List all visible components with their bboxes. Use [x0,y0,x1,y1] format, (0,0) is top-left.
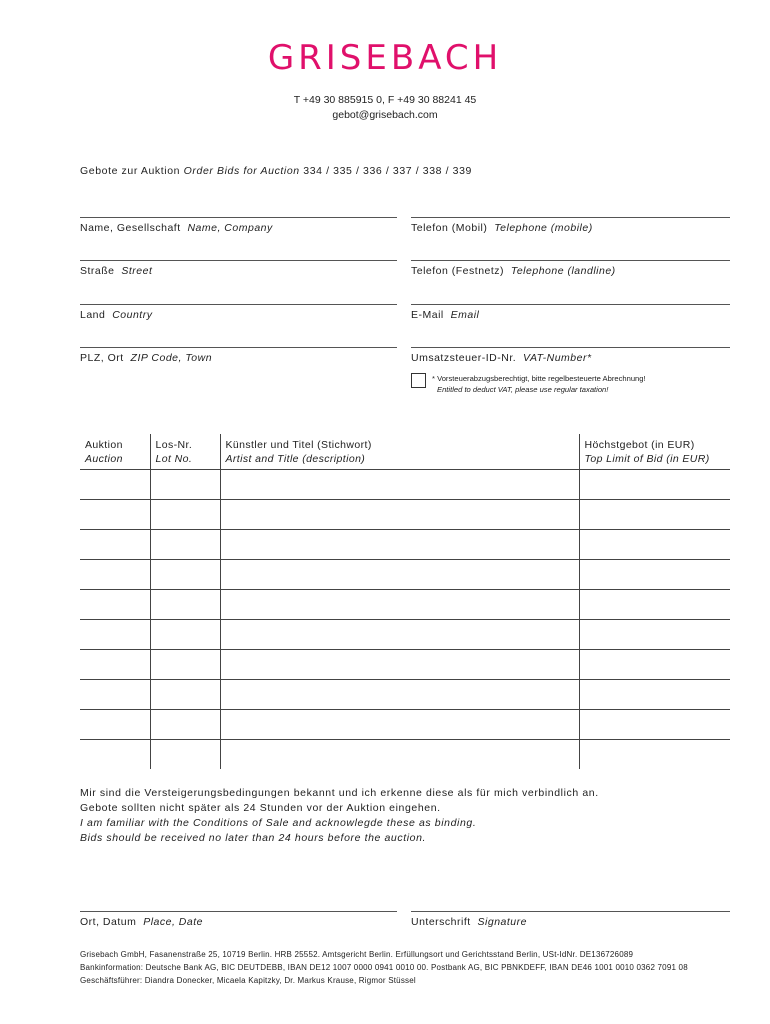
bid-cell[interactable] [579,740,730,770]
table-row [80,590,730,620]
table-row [80,650,730,680]
bid-cell[interactable] [579,470,730,500]
street-label: Straße Street [80,265,153,277]
bid-cell[interactable] [80,650,150,680]
auction-label-de: Gebote zur Auktion [80,165,181,177]
vat-note-de: * Vorsteuerabzugsberechtigt, bitte regelbesteuerte Abrechnung! [432,374,646,383]
column-auction: Auktion Auction [80,434,150,470]
email-address: gebot@grisebach.com [332,109,438,121]
email-label: E-Mail Email [411,309,480,321]
column-top-bid: Höchstgebot (in EUR) Top Limit of Bid (in EUR) [579,434,730,470]
table-row [80,500,730,530]
bid-cell[interactable] [579,710,730,740]
conditions-text [80,786,599,846]
bid-cell[interactable] [579,620,730,650]
bid-cell[interactable] [579,680,730,710]
bid-cell[interactable] [80,470,150,500]
bid-cell[interactable] [80,620,150,650]
bid-cell[interactable] [220,650,579,680]
country-field[interactable] [80,304,397,335]
conditions-line-en-1: I am familiar with the Conditions of Sale and acknowlegde these as binding. [80,817,477,829]
bid-cell[interactable] [220,530,579,560]
bid-cell[interactable] [220,680,579,710]
bid-cell[interactable] [220,620,579,650]
country-label: Land Country [80,309,153,321]
zip-town-label: PLZ, Ort ZIP Code, Town [80,352,213,364]
conditions-line-de-2: Gebote sollten nicht später als 24 Stunden vor der Auktion eingehen. [80,802,441,814]
contact-block [0,93,770,123]
vat-deduct-checkbox[interactable] [411,373,426,388]
bid-cell[interactable] [80,680,150,710]
landline-phone-field[interactable] [411,260,730,291]
vat-note-en: Entitled to deduct VAT, please use regular taxation! [437,385,609,394]
signature-label: Unterschrift Signature [411,916,527,928]
mobile-phone-field[interactable] [411,217,730,248]
bid-cell[interactable] [150,620,220,650]
bid-cell[interactable] [579,590,730,620]
grisebach-logo: GRISEBACH [267,38,503,78]
bid-cell[interactable] [150,650,220,680]
company-footer [80,948,688,987]
table-row [80,530,730,560]
place-date-label: Ort, Datum Place, Date [80,916,203,928]
conditions-line-de-1: Mir sind die Versteigerungsbedingungen bekannt und ich erkenne diese als für mich verbindlich an. [80,787,599,799]
zip-town-field[interactable] [80,347,397,378]
table-row [80,680,730,710]
footer-bank-line: Bankinformation: Deutsche Bank AG, BIC DEUTDEBB, IBAN DE12 1007 0000 0941 0010 00. Postbank AG, BIC PBNKDEFF, IBAN DE46 1001 0010 0362 7091 08 [80,963,688,972]
bid-cell[interactable] [579,500,730,530]
bid-cell[interactable] [220,470,579,500]
auction-numbers-line [80,165,472,177]
bid-cell[interactable] [150,740,220,770]
conditions-line-en-2: Bids should be received no later than 24 hours before the auction. [80,832,427,844]
name-company-label: Name, Gesellschaft Name, Company [80,222,273,234]
table-row [80,560,730,590]
column-artist-title: Künstler und Titel (Stichwort) Artist and Title (description) [220,434,579,470]
bid-cell[interactable] [80,740,150,770]
signature-field[interactable] [411,911,730,942]
bid-cell[interactable] [220,710,579,740]
bid-cell[interactable] [220,590,579,620]
landline-phone-label: Telefon (Festnetz) Telephone (landline) [411,265,616,277]
email-field[interactable] [411,304,730,335]
bid-cell[interactable] [579,560,730,590]
bid-cell[interactable] [150,560,220,590]
bid-table-header [80,434,730,470]
bid-cell[interactable] [150,530,220,560]
place-date-field[interactable] [80,911,397,942]
footer-management-line: Geschäftsführer: Diandra Donecker, Micaela Kapitzky, Dr. Markus Krause, Rigmor Stüssel [80,976,416,985]
table-row [80,470,730,500]
table-row [80,620,730,650]
name-company-field[interactable] [80,217,397,248]
phone-fax-line: T +49 30 885915 0, F +49 30 88241 45 [293,94,477,106]
bid-cell[interactable] [80,560,150,590]
bid-cell[interactable] [150,680,220,710]
table-row [80,740,730,770]
bid-cell[interactable] [579,650,730,680]
bid-cell[interactable] [150,500,220,530]
footer-company-line: Grisebach GmbH, Fasanenstraße 25, 10719 Berlin. HRB 25552. Amtsgericht Berlin. Erfüllungsort und Gerichtsstand Berlin, USt-IdNr. DE136726089 [80,950,634,959]
bid-cell[interactable] [220,740,579,770]
bid-cell[interactable] [80,530,150,560]
bid-cell[interactable] [579,530,730,560]
vat-number-label: Umsatzsteuer-ID-Nr. VAT-Number* [411,352,592,364]
bid-cell[interactable] [150,590,220,620]
bid-cell[interactable] [80,710,150,740]
column-lot-no: Los-Nr. Lot No. [150,434,220,470]
bid-cell[interactable] [220,500,579,530]
bid-cell[interactable] [150,470,220,500]
street-field[interactable] [80,260,397,291]
auction-label-en: Order Bids for Auction [183,165,300,177]
bid-cell[interactable] [150,710,220,740]
mobile-phone-label: Telefon (Mobil) Telephone (mobile) [411,222,593,234]
bid-table [80,434,730,769]
bid-cell[interactable] [80,500,150,530]
bid-cell[interactable] [220,560,579,590]
bid-cell[interactable] [80,590,150,620]
table-row [80,710,730,740]
vat-note [432,373,646,395]
auction-numbers: 334 / 335 / 336 / 337 / 338 / 339 [303,165,472,177]
